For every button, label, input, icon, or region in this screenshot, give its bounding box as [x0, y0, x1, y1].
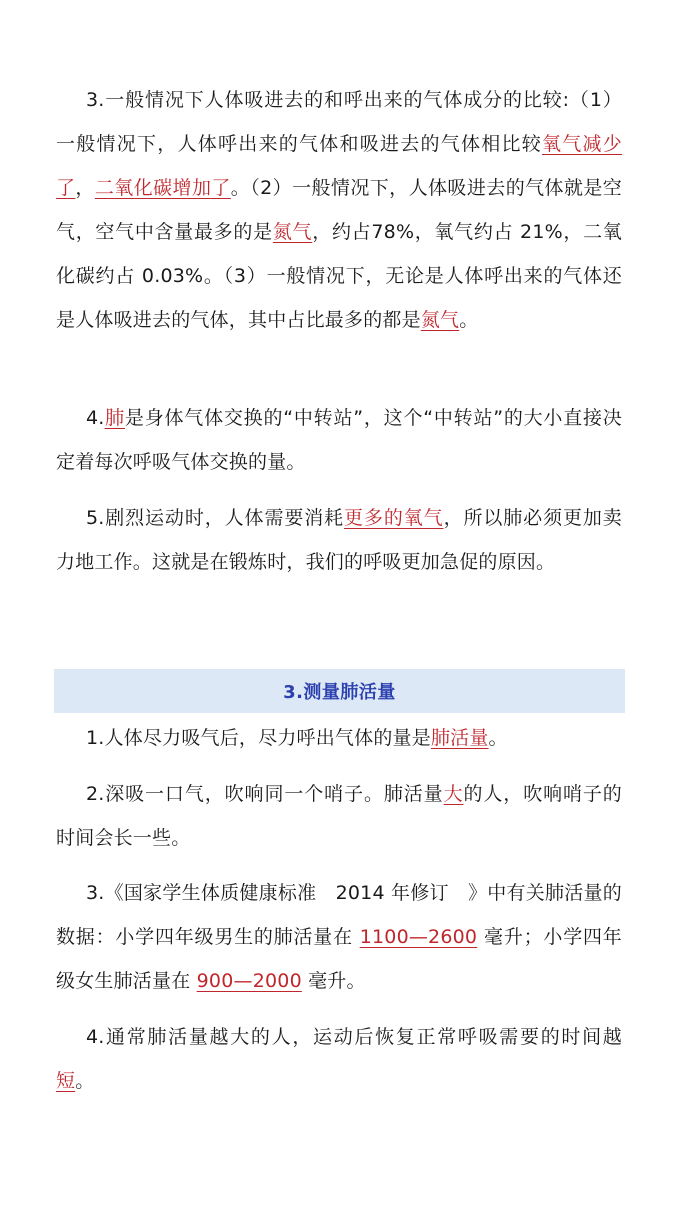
text: ，约占78%，氧气约占 21%，二氧化碳约占 0.03%。（3）一般情况下，无论是人体呼出来的气体还是人体吸进去的气体，其中占比最多的都是	[56, 221, 622, 331]
answer-highlight: 900—2000	[196, 970, 302, 992]
paragraph-lung-station	[56, 396, 622, 484]
answer-highlight: 肺活量	[430, 727, 489, 749]
text: 毫升；小学四年级女生肺活量在	[56, 926, 622, 992]
answer-highlight: 氮气	[420, 309, 460, 331]
answer-highlight: 氧气减少了	[56, 133, 622, 199]
paragraph-recovery	[56, 1015, 622, 1103]
text: 1.人体尽力吸气后，尽力呼出气体的量是	[86, 727, 431, 749]
text: ，	[75, 177, 95, 199]
text: 毫升。	[301, 970, 366, 992]
text: 4.	[86, 407, 105, 429]
text: 是身体气体交换的“中转站”，这个“中转站”的大小直接决定着每次呼吸气体交换的量。	[56, 407, 623, 473]
text: 3.一般情况下人体吸进去的和呼出来的气体成分的比较:（1）一般情况下，人体呼出来的气体和吸进去的气体相比较	[56, 89, 622, 155]
paragraph-gas-composition	[56, 78, 622, 342]
section-title: 3.测量肺活量	[283, 682, 396, 703]
text: 4.通常肺活量越大的人，运动后恢复正常呼吸需要的时间越	[86, 1026, 622, 1048]
answer-highlight: 肺	[104, 407, 125, 429]
text: ，所以肺必须更加卖力地工作。这就是在锻炼时，我们的呼吸更加急促的原因。	[56, 507, 622, 573]
answer-highlight: 1100—2600	[359, 926, 478, 948]
text: 。（2）一般情况下，人体吸进去的气体就是空气，空气中含量最多的是	[56, 177, 622, 243]
answer-highlight: 更多的氧气	[344, 507, 444, 529]
text: 3.《国家学生体质健康标准 2014 年修订 》中有关肺活量的数据：小学四年级男生的肺活量在	[56, 882, 622, 948]
text: 。	[488, 727, 508, 749]
answer-highlight: 氮气	[272, 221, 313, 243]
paragraph-standard-data	[56, 871, 622, 1003]
section-header	[54, 669, 625, 713]
text: 2.深吸一口气，吹响同一个哨子。肺活量	[86, 783, 444, 805]
answer-highlight: 大	[443, 783, 464, 805]
answer-highlight: 短	[56, 1070, 76, 1092]
paragraph-lung-capacity-definition	[56, 716, 622, 760]
text: 。	[75, 1070, 95, 1092]
text: 5.剧烈运动时，人体需要消耗	[86, 507, 345, 529]
text: 的人，吹响哨子的时间会长一些。	[56, 783, 622, 849]
paragraph-whistle	[56, 772, 622, 860]
answer-highlight: 二氧化碳增加了	[94, 177, 231, 199]
paragraph-exercise	[56, 496, 622, 584]
text: 。	[459, 309, 479, 331]
